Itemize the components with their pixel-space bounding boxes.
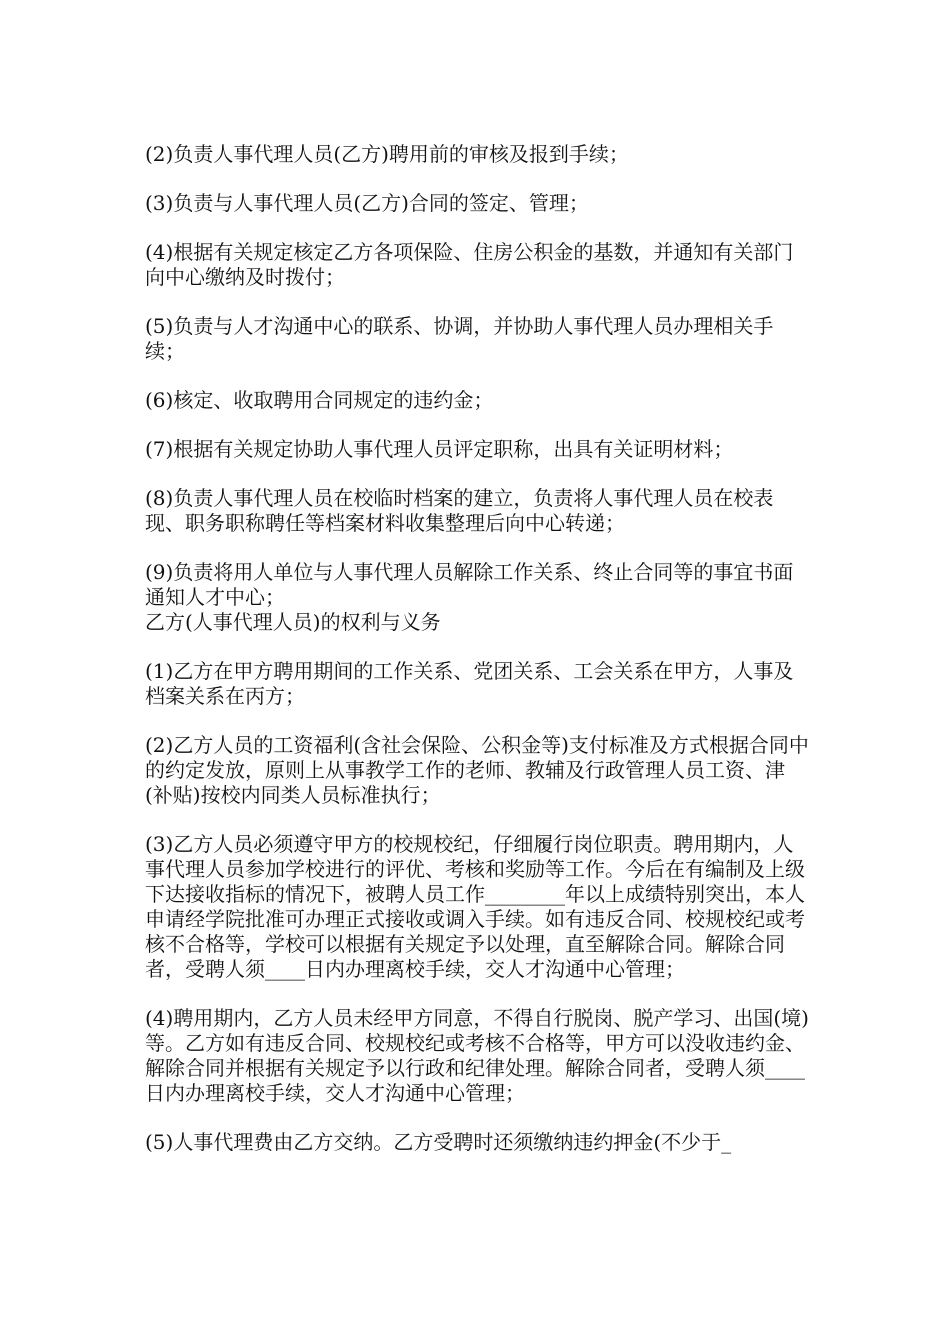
clause-9-termination-notice: (9)负责将用人单位与人事代理人员解除工作关系、终止合同等的事宜书面通知人才中心； [145,560,794,609]
section-heading-party-b-rights: 乙方(人事代理人员)的权利与义务 [145,610,441,634]
clause-6-penalty-collection: (6)核定、收取聘用合同规定的违约金； [145,388,494,412]
clause-8-archive-transfer: (8)负责人事代理人员在校临时档案的建立，负责将人事代理人员在校表现、职务职称聘任等档案材料收集整理后向中心转递； [145,486,774,535]
clause-5-talent-center-liaison: (5)负责与人才沟通中心的联系、协调，并协助人事代理人员办理相关手续； [145,314,774,363]
party-b-clause-5-agency-fee: (5)人事代理费由乙方交纳。乙方受聘时还须缴纳违约押金(不少于_ [145,1130,732,1154]
document-body [145,142,810,1179]
clause-4-insurance-base: (4)根据有关规定核定乙方各项保险、住房公积金的基数，并通知有关部门向中心缴纳及时拨付； [145,240,794,289]
party-b-clause-4-leave: (4)聘用期内，乙方人员未经甲方同意，不得自行脱岗、脱产学习、出国(境)等。乙方如有违反合同、校规校纪或考核不合格等，甲方可以没收违约金、解除合同并根据有关规定予以行政和纪律处理。解除合同者，受聘人须____日内办理离校手续，交人才沟通中心管理； [145,1006,809,1105]
clause-2-review-onboarding: (2)负责人事代理人员(乙方)聘用前的审核及报到手续； [145,142,629,166]
clause-3-contract-signing: (3)负责与人事代理人员(乙方)合同的签定、管理； [145,191,589,215]
party-b-clause-2-salary: (2)乙方人员的工资福利(含社会保险、公积金等)支付标准及方式根据合同中的约定发放，原则上从事教学工作的老师、教辅及行政管理人员工资、津(补贴)按校内同类人员标准执行； [145,733,809,807]
party-b-clause-3-discipline: (3)乙方人员必须遵守甲方的校规校纪，仔细履行岗位职责。聘用期内，人事代理人员参加学校进行的评优、考核和奖励等工作。今后在有编制及上级下达接收指标的情况下，被聘人员工作________年以上成绩特别突出，本人申请经学院批准可办理正式接收或调入手续。如有违反合同、校规校纪或考核不合格等，学校可以根据有关规定予以处理，直至解除合同。解除合同者，受聘人须____日内办理离校手续，交人才沟通中心管理； [145,832,805,981]
party-b-clause-1-relations: (1)乙方在甲方聘用期间的工作关系、党团关系、工会关系在甲方，人事及档案关系在丙方； [145,659,794,708]
clause-7-title-evaluation: (7)根据有关规定协助人事代理人员评定职称，出具有关证明材料； [145,437,734,461]
